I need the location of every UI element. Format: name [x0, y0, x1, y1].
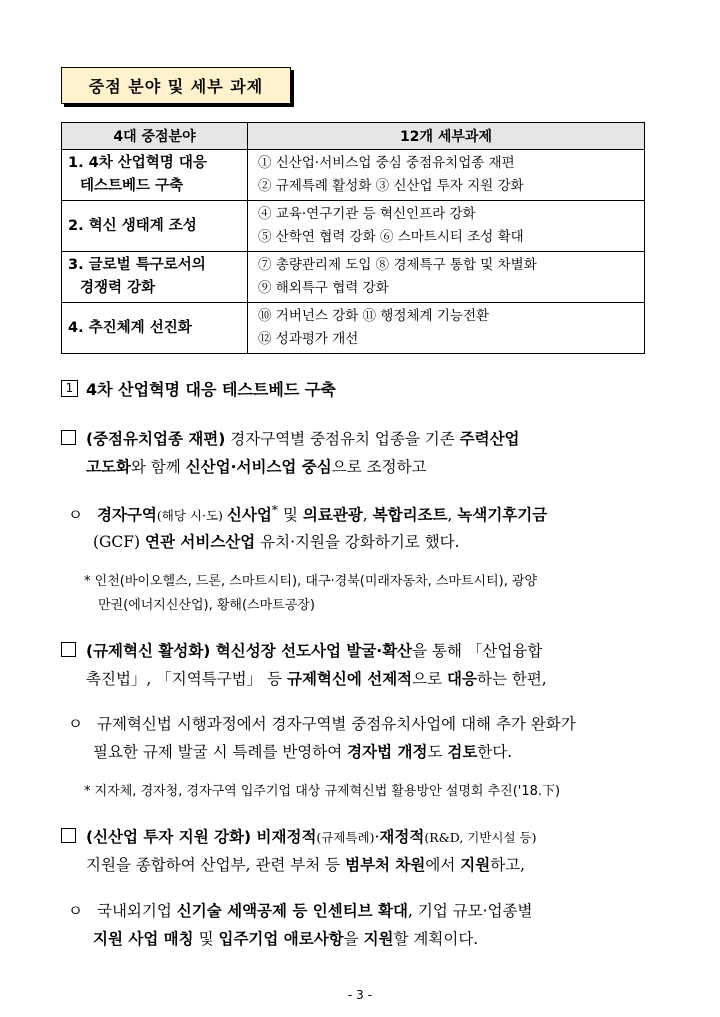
text-run: 연관 서비스산업: [145, 533, 256, 551]
text-run: 규제혁신에 선제적: [286, 670, 413, 688]
text-run: 주력산업: [459, 430, 520, 448]
area-label: 테스트베드 구축: [80, 178, 184, 194]
table-row: [62, 150, 645, 201]
text-run: 국내외기업: [96, 902, 177, 920]
task-item: ⑤ 산학연 협력 강화 ⑥ 스마트시티 조성 확대: [258, 229, 524, 245]
circle-bullet: ㅇ: [68, 715, 83, 733]
text-run: 복합리조트: [372, 506, 448, 525]
footnote-2: * 지자체, 경자청, 경자구역 입주기업 대상 규제혁신법 활용방안 설명회 추진('18.下): [84, 784, 561, 799]
text-run: 을 통해 「산업융합: [412, 642, 543, 660]
text-run: 재정적: [379, 828, 425, 846]
text-run: (규제혁신 활성화): [86, 642, 211, 660]
task-item: ④ 교육·연구기관 등 혁신인프라 강화: [258, 206, 476, 222]
text-run: ,: [447, 506, 458, 525]
footnote-1-line-1: * 인천(바이오헬스, 드론, 스마트시티), 대구·경북(미래자동차, 스마트시티), 광양: [84, 574, 538, 589]
text-run: 비재정적: [251, 828, 317, 846]
text-run: 신산업·서비스업 중심: [185, 458, 332, 476]
text-run: 경자구역: [96, 506, 157, 525]
text-run: 지원: [460, 856, 491, 874]
tasks-cell: [248, 201, 645, 252]
text-run: 녹색기후기금: [457, 506, 548, 525]
task-item: ② 규제특례 활성화 ③ 신산업 투자 지원 강화: [258, 178, 524, 194]
section-heading: [61, 377, 336, 400]
text-run: 검토: [447, 743, 478, 761]
section-number-box: 1: [61, 380, 78, 397]
table-row: [62, 201, 645, 252]
text-run: 하는 한편,: [476, 670, 547, 688]
circle-bullet: ㅇ: [68, 902, 83, 920]
text-run: 입주기업 애로사항: [218, 930, 344, 948]
text-run: 대응: [447, 670, 477, 688]
text-run: 한다.: [477, 743, 513, 761]
table-row: [62, 252, 645, 303]
text-run: 와 함께: [130, 458, 186, 476]
text-run: 신사업: [226, 506, 272, 525]
paragraph-3-line-2: [86, 667, 547, 689]
text-run: 으로 조정하고: [331, 458, 427, 476]
text-run: 고도화: [86, 458, 131, 476]
text-run: 지원을 종합하여 산업부, 관련 부처 등: [86, 856, 346, 874]
text-run: 경자구역별 중점유치 업종을 기존: [225, 430, 460, 448]
paragraph-2-line-2: [93, 530, 460, 552]
paragraph-5-line-2: [86, 853, 525, 875]
paragraph-6-line-1: [68, 899, 533, 921]
text-run: 에서: [425, 856, 461, 874]
text-run: 의료관광: [302, 506, 363, 525]
text-run: *: [271, 502, 279, 517]
text-run: 으로: [412, 670, 448, 688]
paragraph-1-line-1: [61, 427, 520, 449]
task-item: ⑨ 해외특구 협력 강화: [258, 280, 389, 296]
text-run: 신기술 세액공제 등 인센티브 확대: [176, 902, 408, 920]
area-cell: [62, 201, 248, 252]
area-cell: [62, 303, 248, 354]
text-run: ,: [362, 506, 373, 525]
checkbox-bullet-icon: [61, 828, 76, 843]
text-run: (규제특례): [316, 830, 375, 845]
text-run: 지원 사업 매칭: [93, 930, 194, 948]
paragraph-4-line-2: [93, 740, 512, 762]
checkbox-bullet-icon: [61, 642, 76, 657]
area-label: 3. 글로벌 특구로서의: [68, 257, 206, 273]
text-run: (중점유치업종 재편): [86, 430, 226, 448]
table-header-tasks: 12개 세부과제: [248, 123, 645, 150]
table-header-row: [62, 123, 645, 150]
page-number: - 3 -: [348, 988, 372, 1002]
table-row: [62, 303, 645, 354]
text-run: 도: [427, 743, 448, 761]
paragraph-2-line-1: [68, 502, 547, 525]
paragraph-6-line-2: [93, 927, 478, 949]
tasks-cell: [248, 150, 645, 201]
focus-areas-table: [61, 122, 645, 354]
section-title-box: [61, 67, 291, 104]
task-item: ⑩ 거버넌스 강화 ⑪ 행정체계 기능전환: [258, 308, 490, 324]
text-run: 및: [278, 506, 303, 525]
area-label: 4. 추진체계 선진화: [68, 319, 192, 336]
text-run: 혁신성장 선도사업 발굴·확산: [210, 642, 413, 660]
text-run: 을: [343, 930, 364, 948]
checkbox-bullet-icon: [61, 430, 76, 445]
task-item: ⑫ 성과평가 개선: [258, 331, 359, 347]
area-label: 1. 4차 산업혁명 대응: [68, 155, 207, 171]
area-label: 2. 혁신 생태계 조성: [68, 217, 197, 234]
area-cell: [62, 150, 248, 201]
text-run: 경자법 개정: [347, 743, 428, 761]
text-run: 지원: [363, 930, 394, 948]
text-run: (신산업 투자 지원 강화): [86, 828, 252, 846]
table-header-areas: 4대 중점분야: [62, 123, 248, 150]
paragraph-1-line-2: [86, 455, 427, 477]
tasks-cell: [248, 303, 645, 354]
text-run: (GCF): [93, 533, 146, 551]
circle-bullet: ㅇ: [68, 506, 83, 525]
task-item: ① 신산업·서비스업 중심 중점유치업종 재편: [258, 155, 515, 171]
tasks-cell: [248, 252, 645, 303]
text-run: (해당 시·도): [156, 508, 227, 524]
text-run: ·: [374, 828, 380, 846]
page-title: 중점 분야 및 세부 과제: [88, 77, 264, 96]
text-run: 및: [193, 930, 219, 948]
text-run: , 기업 규모·업종별: [408, 902, 533, 920]
paragraph-4-line-1: [68, 712, 576, 734]
area-label: 경쟁력 강화: [80, 280, 156, 296]
section-heading-text: 4차 산업혁명 대응 테스트베드 구축: [86, 380, 336, 399]
text-run: 할 계획이다.: [393, 930, 479, 948]
text-run: 규제혁신법 시행과정에서 경자구역별 중점유치사업에 대해 추가 완화가: [96, 715, 576, 733]
text-run: 하고,: [490, 856, 526, 874]
text-run: 촉진법」, 「지역특구법」 등: [86, 670, 287, 688]
task-item: ⑦ 총량관리제 도입 ⑧ 경제특구 통합 및 차별화: [258, 257, 537, 273]
area-cell: [62, 252, 248, 303]
text-run: 범부처 차원: [345, 856, 426, 874]
paragraph-3-line-1: [61, 639, 542, 661]
text-run: 필요한 규제 발굴 시 특례를 반영하여: [93, 743, 348, 761]
footnote-1-line-2: 만권(에너지신산업), 황해(스마트공장): [98, 598, 315, 613]
text-run: (R&D, 기반시설 등): [424, 830, 537, 845]
text-run: 유치·지원을 강화하기로 했다.: [255, 533, 460, 551]
paragraph-5-line-1: [61, 825, 537, 847]
